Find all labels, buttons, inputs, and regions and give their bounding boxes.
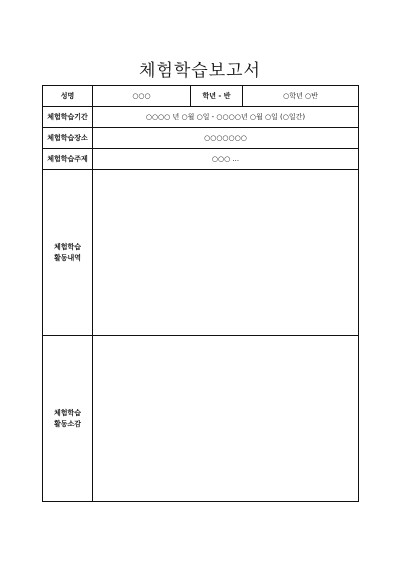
row-topic: [43, 149, 359, 170]
activity-label: [43, 170, 93, 336]
grade-class-label: 학년 - 반: [191, 86, 243, 107]
row-activity: [43, 170, 359, 336]
place-value[interactable]: ○○○○○○○: [93, 128, 359, 149]
row-impression: [43, 336, 359, 502]
impression-label-line2: 활동소감: [53, 419, 82, 428]
grade-class-value[interactable]: ○학년 ○반: [243, 86, 359, 107]
name-label: 성명: [43, 86, 93, 107]
activity-label-line2: 활동내역: [53, 253, 82, 262]
row-name: [43, 86, 359, 107]
row-place: [43, 128, 359, 149]
period-value[interactable]: ○○○○ 년 ○월 ○일 - ○○○○년 ○월 ○일 (○일간): [93, 107, 359, 128]
name-value[interactable]: ○○○: [93, 86, 191, 107]
document-title: 체험학습보고서: [139, 61, 261, 81]
topic-value[interactable]: ○○○ ...: [93, 149, 359, 170]
period-label: 체험학습기간: [43, 107, 93, 128]
impression-label: [43, 336, 93, 502]
topic-label: 체험학습주제: [43, 149, 93, 170]
activity-content-area[interactable]: [93, 170, 359, 336]
row-period: [43, 107, 359, 128]
activity-label-line1: 체험학습: [53, 243, 82, 252]
impression-label-line1: 체험학습: [53, 409, 82, 418]
place-label: 체험학습장소: [43, 128, 93, 149]
impression-content-area[interactable]: [93, 336, 359, 502]
report-form-table: [42, 85, 359, 502]
